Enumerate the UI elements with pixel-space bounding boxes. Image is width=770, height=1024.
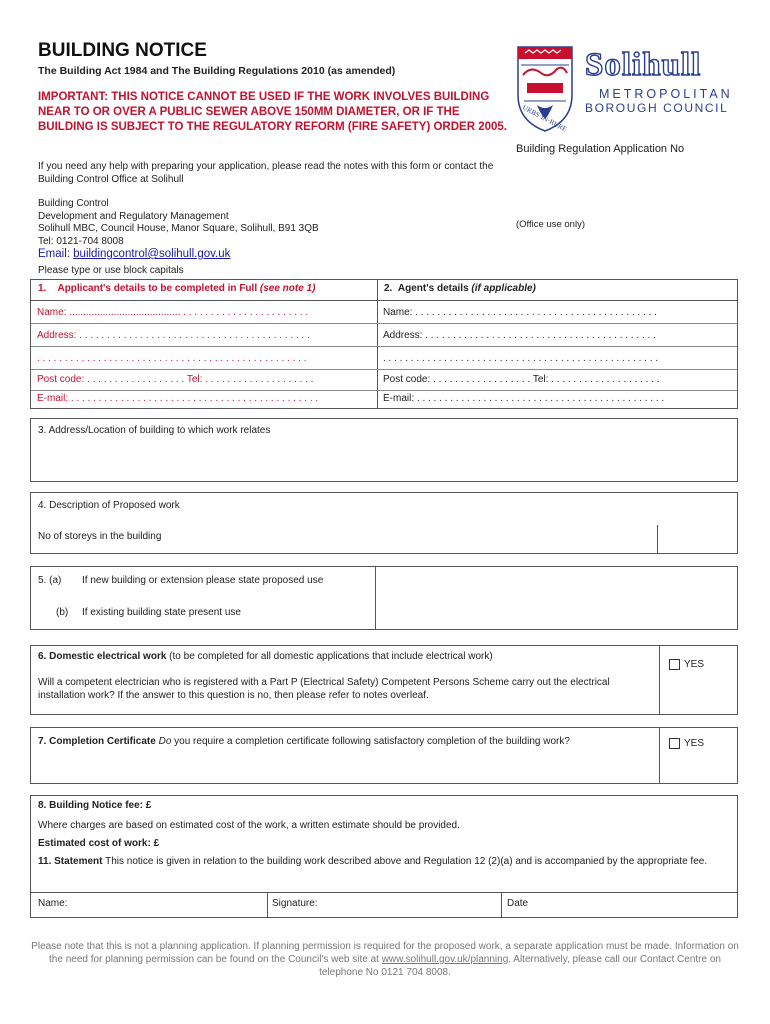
checkbox-icon	[669, 738, 680, 749]
section-3-label: 3. Address/Location of building to which work relates	[38, 425, 271, 436]
date-field[interactable]: Date	[507, 898, 529, 909]
electrical-yes-checkbox[interactable]: YES	[669, 659, 704, 670]
office-address	[38, 198, 438, 248]
section-1-heading: 1. Applicant's details to be completed in Full (see note 1)	[38, 283, 316, 294]
applicant-address-field-2[interactable]: . . . . . . . . . . . . . . . . . . . . . . . . . . . . . . . . . . . . . . . . . . . . . . . . .	[37, 353, 307, 364]
agent-postcode-field[interactable]: Post code: . . . . . . . . . . . . . . . . . . Tel: . . . . . . . . . . . . . . . . . . . .	[383, 374, 660, 385]
logo-line-1: METROPOLITAN	[599, 87, 733, 101]
address-line: Development and Regulatory Management	[38, 210, 229, 222]
application-no-label: Building Regulation Application No	[516, 143, 685, 155]
section-5b-label: If existing building state present use	[82, 607, 241, 618]
section-6-question: Will a competent electrician who is registered with a Part P (Electrical Safety) Competent Persons Scheme carry out the electrical installation work? If the answer to this question is no, then please refer to notes overleaf.	[38, 677, 610, 701]
section-5a-label: If new building or extension please state proposed use	[82, 575, 324, 586]
office-use-label: (Office use only)	[516, 219, 585, 230]
help-text: If you need any help with preparing your application, please read the notes with this form or contact the Building Control Office at Solihull	[38, 161, 494, 185]
address-line: Building Control	[38, 198, 109, 209]
subtitle: The Building Act 1984 and The Building Regulations 2010 (as amended)	[38, 65, 396, 77]
estimate-note: Where charges are based on estimated cost of the work, a written estimate should be provided.	[38, 820, 460, 831]
fee-label: 8. Building Notice fee: £	[38, 800, 152, 811]
section-5a-num: 5. (a)	[38, 575, 62, 586]
motto-arc	[515, 93, 585, 136]
applicant-postcode-field[interactable]: Post code: . . . . . . . . . . . . . . . . . . Tel: . . . . . . . . . . . . . . . . . . . .	[37, 374, 314, 385]
logo-line-2: BOROUGH COUNCIL	[585, 101, 729, 115]
section-6-heading: 6. Domestic electrical work (to be completed for all domestic applications that include electrical work)	[38, 651, 493, 662]
section-2-heading: 2. Agent's details (if applicable)	[384, 283, 536, 294]
applicant-name-field[interactable]: Name: ........................................ . . . . . . . . . . . . . . . . . . . . . . .	[37, 307, 309, 318]
agent-name-field[interactable]: Name: . . . . . . . . . . . . . . . . . . . . . . . . . . . . . . . . . . . . . . . . . . . .	[383, 307, 657, 318]
signature-field[interactable]: Signature:	[272, 898, 318, 909]
address-line: Solihull MBC, Council House, Manor Square, Solihull, B91 3QB	[38, 223, 319, 234]
section-4-label: 4. Description of Proposed work	[38, 500, 180, 511]
page-title: BUILDING NOTICE	[38, 40, 207, 61]
storeys-label: No of storeys in the building	[38, 531, 162, 542]
council-logo	[515, 43, 735, 136]
email-line	[38, 248, 230, 260]
email-link[interactable]: buildingcontrol@solihull.gov.uk	[73, 248, 231, 260]
statement: 11. Statement This notice is given in relation to the building work described above and Regulation 12 (2)(a) and is accompanied by the appropriate fee.	[38, 856, 708, 867]
agent-address-field[interactable]: Address: . . . . . . . . . . . . . . . . . . . . . . . . . . . . . . . . . . . . . . . . . .	[383, 330, 656, 341]
applicant-email-field[interactable]: E-mail: . . . . . . . . . . . . . . . . . . . . . . . . . . . . . . . . . . . . . . . . . . . . .	[37, 393, 319, 404]
logo-wordmark: Solihull	[585, 47, 702, 83]
name-field[interactable]: Name:	[38, 898, 68, 909]
important-notice: IMPORTANT: THIS NOTICE CANNOT BE USED IF THE WORK INVOLVES BUILDING NEAR TO OR OVER A PUBLIC SEWER ABOVE 150MM DIAMETER, OR IF THE BUILDING IS SUBJECT TO THE REGULATORY REFORM (FIRE SAFETY) ORDER 2005.	[38, 91, 507, 133]
applicant-address-field[interactable]: Address: . . . . . . . . . . . . . . . . . . . . . . . . . . . . . . . . . . . . . . . . . .	[37, 330, 310, 341]
agent-address-field-2[interactable]: . . . . . . . . . . . . . . . . . . . . . . . . . . . . . . . . . . . . . . . . . . . . . . . . . .	[383, 353, 659, 364]
estimated-cost-label: Estimated cost of work: £	[38, 838, 160, 849]
motto: URBS·IN·RURE	[521, 103, 569, 134]
agent-email-field[interactable]: E-mail: . . . . . . . . . . . . . . . . . . . . . . . . . . . . . . . . . . . . . . . . . . . . .	[383, 393, 665, 404]
section-7-question: 7. Completion Certificate Do you require a completion certificate following satisfactory completion of the building work?	[38, 736, 570, 747]
email-label: Email:	[38, 248, 74, 260]
section-5b-num: (b)	[56, 607, 69, 618]
completion-yes-checkbox[interactable]: YES	[669, 738, 704, 749]
details-table	[30, 279, 738, 409]
block-capitals-note: Please type or use block capitals	[38, 265, 184, 276]
planning-footer-note: Please note that this is not a planning application. If planning permission is required for the proposed work, a separate application must be made. Information on the need for planning permission can be found on the Council's web site at www.solihull.gov.uk/planning. Alternatively, please call our Contact Centre on telephone No 0121 704 8008.	[31, 941, 739, 978]
address-line: Tel: 0121-704 8008	[38, 235, 124, 247]
checkbox-icon	[669, 659, 680, 670]
planning-link[interactable]: www.solihull.gov.uk/planning	[381, 954, 509, 965]
